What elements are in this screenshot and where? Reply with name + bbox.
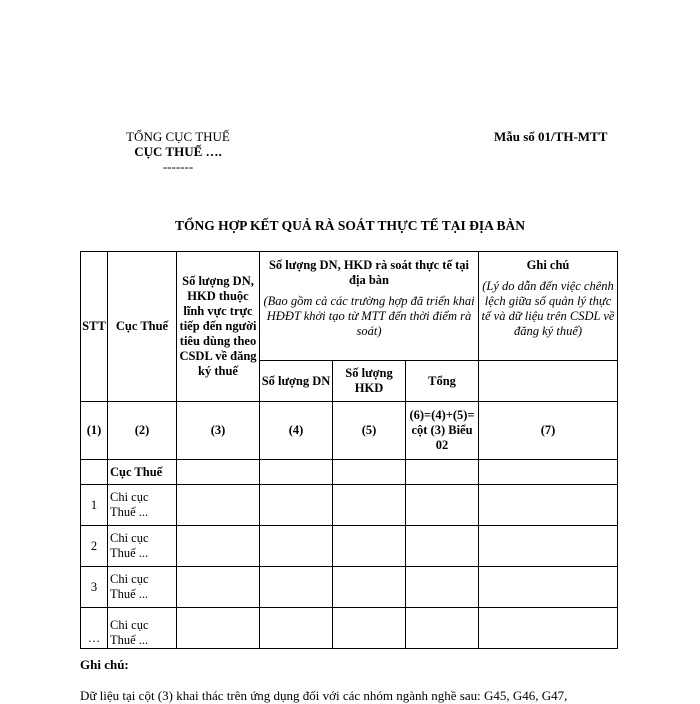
row-name: Chi cục Thuế ...: [108, 485, 177, 526]
table-cell: [333, 485, 406, 526]
header-sub-dn: Số lượng DN: [260, 361, 333, 402]
table-cell: [177, 485, 260, 526]
agency-general-department: TỔNG CỤC THUẾ: [126, 129, 230, 144]
numbering-cell: (5): [333, 402, 406, 460]
document-title: TỔNG HỢP KẾT QUẢ RÀ SOÁT THỰC TẾ TẠI ĐỊA BÀN: [174, 218, 526, 233]
header-group-title: Số lượng DN, HKD rà soát thực tế tại địa bàn: [268, 258, 470, 287]
agency-department: CỤC THUẾ ….: [134, 144, 222, 159]
table-row: [81, 608, 618, 649]
table-row: [81, 485, 618, 526]
row-name: Chi cục Thuế ...: [108, 608, 177, 649]
table-cell: [479, 526, 618, 567]
table-cell: [406, 567, 479, 608]
row-stt: …: [81, 608, 108, 649]
header-sub-total: Tổng: [406, 361, 479, 402]
table-cell: [81, 460, 108, 485]
table-cell: [479, 485, 618, 526]
table-cell: [333, 608, 406, 649]
table-cell: [333, 526, 406, 567]
table-cell: [177, 608, 260, 649]
notes-label: Ghi chú:: [80, 657, 129, 672]
table-cell: [333, 460, 406, 485]
header-ghichu-note: (Lý do dẫn đến việc chênh lệch giữa số quản lý thực tế và dữ liệu trên CSDL về đăng ký thuế): [481, 279, 615, 338]
header-ghichu: [479, 252, 618, 361]
table-cell: [260, 485, 333, 526]
table-cell: [406, 608, 479, 649]
table-row: [81, 567, 618, 608]
header-row-1: [81, 252, 618, 361]
table-cell: [406, 460, 479, 485]
header-col3: Số lượng DN, HKD thuộc lĩnh vực trực tiếp đến người tiêu dùng theo CSDL về đăng ký thuế: [177, 252, 260, 402]
numbering-cell: (3): [177, 402, 260, 460]
table-cell: [260, 526, 333, 567]
row-name: Chi cục Thuế ...: [108, 526, 177, 567]
table-cell: [479, 460, 618, 485]
agency-block: [108, 129, 248, 174]
numbering-cell: (6)=(4)+(5)= cột (3) Biểu 02: [406, 402, 479, 460]
agency-divider: -------: [162, 159, 194, 174]
row-stt: 2: [81, 526, 108, 567]
header-group: [260, 252, 479, 361]
table-cell: [479, 567, 618, 608]
numbering-cell: (1): [81, 402, 108, 460]
table-cell: [177, 460, 260, 485]
cuc-thue-row: [81, 460, 618, 485]
header-sub-hkd: Số lượng HKD: [333, 361, 406, 402]
row-name: Chi cục Thuế ...: [108, 567, 177, 608]
table-cell: [260, 460, 333, 485]
table-row: [81, 526, 618, 567]
numbering-cell: (7): [479, 402, 618, 460]
header-cuc-thue: Cục Thuế: [108, 252, 177, 402]
table-cell: [479, 608, 618, 649]
table-cell: [260, 567, 333, 608]
header-sub-empty: [479, 361, 618, 402]
cuc-thue-label: Cục Thuế: [108, 460, 177, 485]
table-cell: [177, 567, 260, 608]
form-number: Mẫu số 01/TH-MTT: [494, 129, 608, 144]
table-cell: [406, 526, 479, 567]
notes-text: Dữ liệu tại cột (3) khai thác trên ứng dụng đối với các nhóm ngành nghề sau: G45, G46, G47,: [80, 688, 568, 703]
header-ghichu-title: Ghi chú: [526, 258, 570, 272]
numbering-row: [81, 402, 618, 460]
row-stt: 1: [81, 485, 108, 526]
table-cell: [333, 567, 406, 608]
numbering-cell: (4): [260, 402, 333, 460]
header-stt: STT: [81, 252, 108, 402]
row-stt: 3: [81, 567, 108, 608]
header-group-note: (Bao gồm cả các trường hợp đã triển khai HĐĐT khởi tạo từ MTT đến thời điểm rà soát): [263, 294, 475, 338]
table-cell: [260, 608, 333, 649]
numbering-cell: (2): [108, 402, 177, 460]
table-cell: [177, 526, 260, 567]
summary-table: [80, 251, 618, 649]
table-cell: [406, 485, 479, 526]
